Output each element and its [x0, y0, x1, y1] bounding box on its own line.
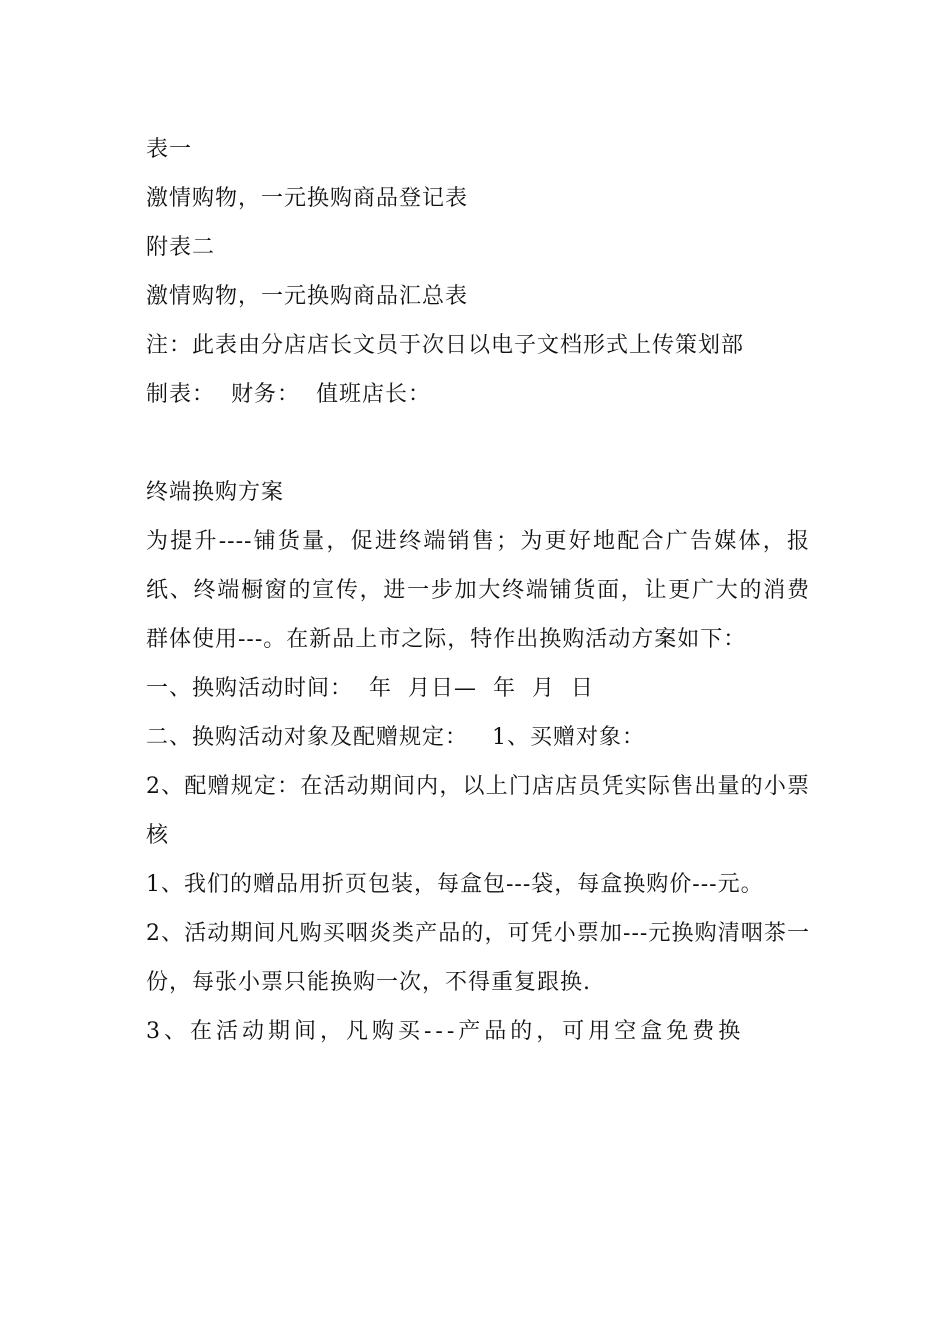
table-one-heading: 表一	[146, 137, 193, 162]
summary-form-title: 激情购物，一元换购商品汇总表	[146, 284, 469, 309]
appendix-two-heading: 附表二	[146, 235, 216, 260]
rule-item-2: 2、活动期间凡购买咽炎类产品的，可凭小票加---元换购清咽茶一份，每张小票只能换购一次，不得重复跟换.	[146, 921, 810, 995]
blank-line	[146, 419, 810, 468]
signature-line: 制表： 财务： 值班店长：	[146, 382, 431, 407]
document-body	[146, 125, 810, 1056]
rule-item-1: 1、我们的赠品用折页包装，每盒包---袋，每盒换购价---元。	[146, 872, 764, 897]
registration-form-title: 激情购物，一元换购商品登记表	[146, 186, 469, 211]
upload-note: 注：此表由分店店长文员于次日以电子文档形式上传策划部	[146, 333, 745, 358]
gift-rule-line: 2、配赠规定：在活动期间内，以上门店店员凭实际售出量的小票核	[146, 774, 810, 848]
activity-time-line: 一、换购活动时间： 年 月日— 年 月 日	[146, 676, 594, 701]
plan-intro-paragraph: 为提升----铺货量，促进终端销售；为更好地配合广告媒体，报纸、终端橱窗的宣传，进一步加大终端铺货面，让更广大的消费群体使用---。在新品上市之际，特作出换购活动方案如下：	[146, 529, 810, 652]
plan-title: 终端换购方案	[146, 480, 285, 505]
activity-target-line: 二、换购活动对象及配赠规定： 1、买赠对象：	[146, 725, 645, 750]
rule-item-3: 3、在活动期间，凡购买---产品的，可用空盒免费换	[146, 1019, 745, 1044]
